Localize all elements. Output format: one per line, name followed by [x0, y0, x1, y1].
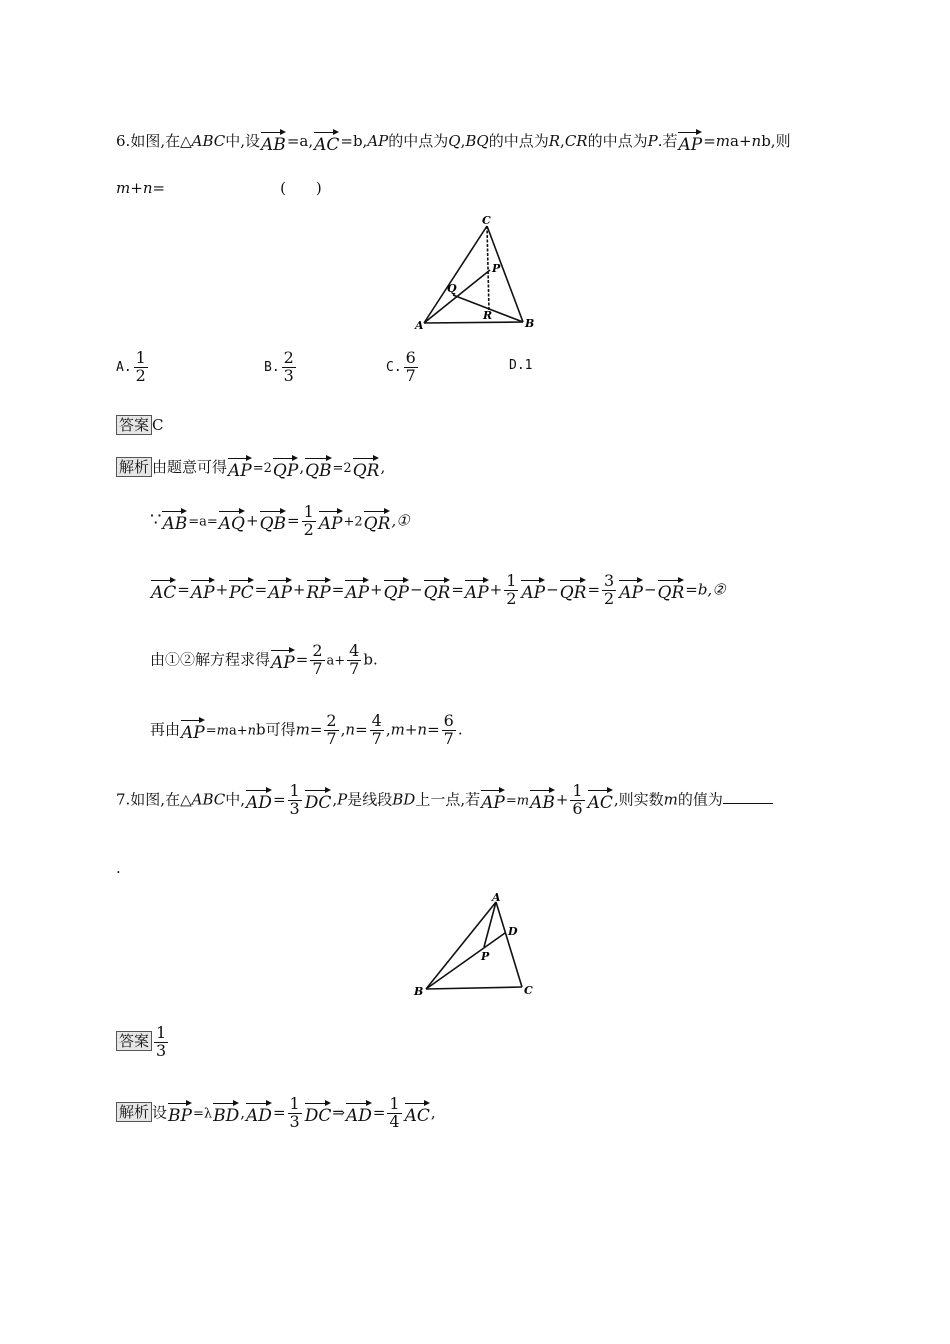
- analysis-tag: 解析: [116, 457, 152, 477]
- q7-analysis-1: 解析 设BP=λBD,AD= $\frac{1}{3}$ DC⇒AD= $\frac{1}{4}$ AC,: [116, 1096, 436, 1131]
- q6-line-1: 6.如图,在△ABC中,设AB=a,AC=b,AP的中点为Q,BQ的中点为R,CR的中点为P.若AP=ma+nb,则: [116, 132, 791, 155]
- label-a: A: [415, 319, 424, 332]
- q6-number: 6.: [116, 132, 131, 150]
- q6-analysis-5: 再由AP=ma+nb可得m= $\frac{2}{7}$ ,n= $\frac{4}{7}$ ,m+n= $\frac{6}{7}$ .: [150, 711, 463, 748]
- q6-analysis-1: 解析 由题意可得AP=2QP,QB=2QR,: [116, 456, 385, 480]
- label-q: Q: [447, 282, 457, 295]
- segment-cr: [487, 226, 489, 311]
- q6-line-2: m+n= ( ): [116, 179, 322, 197]
- answer-tag: 答案: [116, 1031, 152, 1051]
- option-d[interactable]: D.1: [509, 358, 533, 373]
- q6-analysis-4: 由①②解方程求得AP= $\frac{2}{7}$ a+ $\frac{4}{7}$ b.: [150, 641, 378, 678]
- side-ac: [424, 226, 487, 323]
- figure-triangle-abc-1: [410, 212, 550, 337]
- analysis-tag: 解析: [116, 1102, 152, 1122]
- label-d: D: [508, 925, 518, 938]
- label-p: P: [492, 262, 501, 275]
- side-ab: [426, 902, 496, 989]
- label-a: A: [492, 891, 501, 904]
- answer-tag: 答案: [116, 415, 152, 435]
- vector-AP: AP: [678, 130, 702, 154]
- label-b: B: [414, 985, 424, 998]
- label-r: R: [483, 309, 493, 322]
- vector-AC: AC: [314, 130, 339, 154]
- side-ab: [424, 322, 523, 323]
- q7-line-2: .: [116, 859, 121, 877]
- option-a[interactable]: A. $\frac{1}{2}$: [116, 348, 146, 385]
- figure-triangle-abc-2: [410, 888, 540, 1003]
- q7-answer: 答案 $\frac{1}{3}$: [116, 1025, 170, 1060]
- option-c[interactable]: C. $\frac{6}{7}$: [386, 348, 416, 385]
- q6-analysis-3: AC=AP+PC=AP+RP=AP+QP−QR=AP+ $\frac{1}{2}$ AP−QR= $\frac{3}{2}$ AP−QR=b,②: [151, 571, 726, 608]
- label-b: B: [525, 317, 535, 330]
- answer-blank: ( ): [280, 179, 322, 197]
- option-b[interactable]: B. $\frac{2}{3}$: [264, 348, 294, 385]
- q6-answer: [116, 418, 164, 433]
- side-bc: [426, 987, 522, 989]
- fill-in-blank[interactable]: [723, 803, 773, 804]
- label-p: P: [481, 950, 490, 963]
- q6-analysis-2: ∵AB=a=AQ+QB= $\frac{1}{2}$ AP+2QR,①: [150, 502, 410, 539]
- label-c: C: [524, 984, 533, 997]
- segment-bd: [426, 933, 505, 989]
- label-c: C: [482, 214, 491, 227]
- q7-line-1: 7.如图,在△ABC中,AD= $\frac{1}{3}$ DC,P是线段BD上一点,若AP=mAB+ $\frac{1}{6}$ AC,则实数m的值为: [116, 783, 773, 818]
- side-ac: [496, 902, 522, 987]
- vector-AB: AB: [261, 130, 286, 154]
- answer-value: C: [152, 416, 164, 434]
